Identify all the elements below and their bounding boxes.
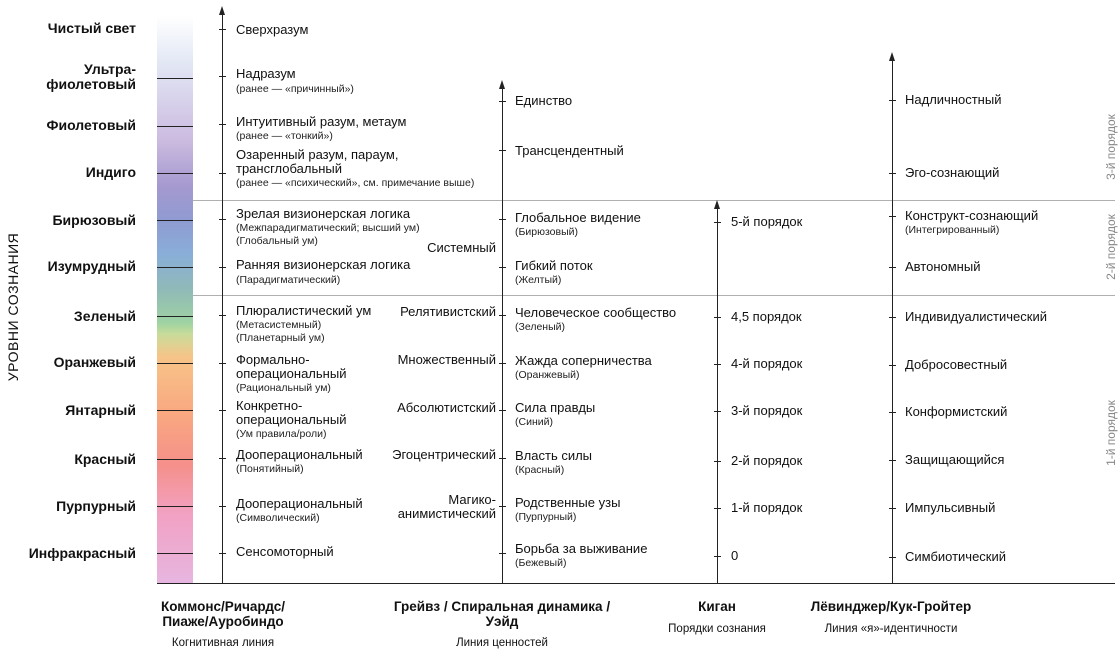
cognitive-tick xyxy=(219,410,226,411)
graves-stage: Релятивистский xyxy=(400,304,496,319)
spiral-color-note: (Желтый) xyxy=(515,274,562,286)
spiral-stage: Глобальное видение xyxy=(515,210,641,225)
level-tick xyxy=(157,459,193,460)
level-label: Инфракрасный xyxy=(28,545,136,561)
level-tick xyxy=(157,126,193,127)
level-tick xyxy=(157,78,193,79)
loevinger-stage-note: (Интегрированный) xyxy=(905,224,1000,236)
kegan-order: 4,5 порядок xyxy=(731,309,802,324)
tier-label: 2-й порядок xyxy=(1104,214,1118,280)
values-tick xyxy=(499,150,506,151)
loevinger-tick xyxy=(889,557,896,558)
kegan-order: 4-й порядок xyxy=(731,356,803,371)
graves-stage: Множественный xyxy=(397,352,496,367)
kegan-order: 5-й порядок xyxy=(731,214,803,229)
level-tick xyxy=(157,410,193,411)
spiral-stage: Власть силы xyxy=(515,448,593,463)
level-tick xyxy=(157,173,193,174)
level-tick xyxy=(157,363,193,364)
tier-separator xyxy=(193,200,1115,201)
kegan-axis xyxy=(717,206,718,584)
cognitive-tick xyxy=(219,29,226,30)
tier-label: 3-й порядок xyxy=(1104,114,1118,180)
values-tick xyxy=(499,267,506,268)
cognitive-tick xyxy=(219,267,226,268)
cognitive-stage: Дооперациональный xyxy=(236,496,363,511)
spiral-color-note: (Пурпурный) xyxy=(515,511,577,523)
cognitive-stage-note: (Символический) xyxy=(236,512,320,524)
level-label: Индиго xyxy=(85,164,136,180)
column-subtitle-loevinger: Линия «я»-идентичности xyxy=(824,623,958,635)
column-subtitle-cognitive: Когнитивная линия xyxy=(171,637,275,649)
cognitive-tick xyxy=(219,173,226,174)
level-label: Бирюзовый xyxy=(52,212,136,228)
column-title-values: Грейвз / Спиральная динамика / Уэйд xyxy=(393,599,611,629)
cognitive-stage-note: (Рациональный ум) xyxy=(236,382,331,394)
loevinger-stage: Индивидуалистический xyxy=(905,309,1047,324)
loevinger-tick xyxy=(889,216,896,217)
spiral-stage: Гибкий поток xyxy=(515,258,593,273)
kegan-tick xyxy=(714,556,721,557)
spiral-stage: Человеческое сообщество xyxy=(515,305,677,320)
spiral-stage: Родственные узы xyxy=(515,495,621,510)
kegan-order: 0 xyxy=(731,548,739,563)
spiral-stage: Борьба за выживание xyxy=(515,541,648,556)
cognitive-tick xyxy=(219,76,226,77)
values-arrow-icon xyxy=(499,80,505,89)
loevinger-tick xyxy=(889,508,896,509)
cognitive-stage: Плюралистический ум xyxy=(236,303,372,318)
cognitive-stage: Зрелая визионерская логика xyxy=(236,206,411,221)
spiral-color-note: (Синий) xyxy=(515,416,553,428)
level-tick xyxy=(157,316,193,317)
level-label: Чистый свет xyxy=(47,20,136,36)
cognitive-tick xyxy=(219,315,226,316)
cognitive-stage-note: (Метасистемный) (Планетарный ум) xyxy=(236,319,325,344)
spiral-stage: Жажда соперничества xyxy=(515,353,652,368)
spiral-stage: Трансцендентный xyxy=(515,143,624,158)
column-title-loevinger: Лёвинджер/Кук-Гройтер xyxy=(810,599,972,614)
loevinger-stage: Эго-сознающий xyxy=(905,165,1000,180)
cognitive-tick xyxy=(219,363,226,364)
values-tick xyxy=(499,219,506,220)
cognitive-tick xyxy=(219,219,226,220)
kegan-tick xyxy=(714,411,721,412)
cognitive-stage-note: (Межпарадигматический; высший ум) (Глобальный ум) xyxy=(236,222,420,247)
spiral-color-note: (Оранжевый) xyxy=(515,369,580,381)
cognitive-stage: Сенсомоторный xyxy=(236,544,334,559)
graves-stage: Эгоцентрический xyxy=(392,447,496,462)
graves-stage: Абсолютистский xyxy=(397,400,496,415)
loevinger-stage: Импульсивный xyxy=(905,500,996,515)
cognitive-tick xyxy=(219,553,226,554)
column-subtitle-values: Линия ценностей xyxy=(456,637,548,649)
kegan-tick xyxy=(714,364,721,365)
level-label: Янтарный xyxy=(65,402,136,418)
loevinger-stage: Конформистский xyxy=(905,404,1008,419)
baseline xyxy=(157,583,1115,584)
cognitive-tick xyxy=(219,124,226,125)
cognitive-stage-note: (Понятийный) xyxy=(236,463,304,475)
level-tick xyxy=(157,506,193,507)
column-subtitle-kegan: Порядки сознания xyxy=(668,623,766,635)
cognitive-stage-note: (Ум правила/роли) xyxy=(236,428,327,440)
cognitive-tick xyxy=(219,458,226,459)
kegan-order: 2-й порядок xyxy=(731,453,803,468)
loevinger-tick xyxy=(889,317,896,318)
loevinger-stage: Автономный xyxy=(905,259,981,274)
cognitive-stage: Сверхразум xyxy=(236,22,309,37)
spiral-color-note: (Красный) xyxy=(515,464,565,476)
spiral-stage: Единство xyxy=(515,93,573,108)
graves-stage: Системный xyxy=(427,240,496,255)
cognitive-stage-note: (ранее — «причинный») xyxy=(236,83,354,95)
cognitive-stage-note: (ранее — «психический», см. примечание выше) xyxy=(236,177,475,189)
loevinger-stage: Симбиотический xyxy=(905,549,1007,564)
column-title-kegan: Киган xyxy=(698,599,736,614)
loevinger-tick xyxy=(889,365,896,366)
cognitive-axis xyxy=(222,12,223,584)
spiral-color-note: (Зеленый) xyxy=(515,321,566,333)
column-title-cognitive: Коммонс/Ричардс/ Пиаже/Ауробиндо xyxy=(161,599,285,629)
cognitive-stage: Дооперациональный xyxy=(236,447,363,462)
level-label: Оранжевый xyxy=(53,354,136,370)
kegan-tick xyxy=(714,508,721,509)
loevinger-tick xyxy=(889,460,896,461)
cognitive-arrow-icon xyxy=(219,6,225,15)
kegan-tick xyxy=(714,461,721,462)
level-label: Фиолетовый xyxy=(46,117,136,133)
loevinger-stage: Защищающийся xyxy=(905,452,1005,467)
cognitive-stage: Надразум xyxy=(236,66,296,81)
values-tick xyxy=(499,410,506,411)
tier-separator xyxy=(193,295,1115,296)
kegan-order: 3-й порядок xyxy=(731,403,803,418)
cognitive-stage-note: (Парадигматический) xyxy=(236,274,341,286)
level-tick xyxy=(157,553,193,554)
values-tick xyxy=(499,506,506,507)
cognitive-stage: Ранняя визионерская логика xyxy=(236,257,411,272)
values-tick xyxy=(499,458,506,459)
loevinger-tick xyxy=(889,100,896,101)
level-label: Пурпурный xyxy=(56,498,136,514)
level-label: Изумрудный xyxy=(47,258,136,274)
loevinger-stage: Надличностный xyxy=(905,92,1002,107)
kegan-arrow-icon xyxy=(714,200,720,209)
level-label: Зеленый xyxy=(73,308,136,324)
cognitive-stage: Формально- операциональный xyxy=(236,352,347,381)
values-tick xyxy=(499,315,506,316)
level-tick xyxy=(157,267,193,268)
level-label: Красный xyxy=(74,451,136,467)
loevinger-stage: Конструкт-сознающий xyxy=(905,208,1039,223)
cognitive-stage: Озаренный разум, параум, трансглобальный xyxy=(236,147,399,176)
level-label: Ультра- фиолетовый xyxy=(46,61,136,92)
values-tick xyxy=(499,363,506,364)
loevinger-tick xyxy=(889,267,896,268)
values-axis xyxy=(502,86,503,584)
color-spectrum-bar xyxy=(157,16,193,584)
axis-title: УРОВНИ СОЗНАНИЯ xyxy=(5,232,21,382)
values-tick xyxy=(499,553,506,554)
cognitive-stage: Конкретно- операциональный xyxy=(236,398,347,427)
spiral-color-note: (Бежевый) xyxy=(515,557,567,569)
loevinger-axis xyxy=(892,58,893,584)
loevinger-tick xyxy=(889,412,896,413)
kegan-tick xyxy=(714,222,721,223)
graves-stage: Магико- анимистический xyxy=(397,492,496,521)
kegan-order: 1-й порядок xyxy=(731,500,803,515)
loevinger-arrow-icon xyxy=(889,52,895,61)
loevinger-tick xyxy=(889,173,896,174)
cognitive-stage: Интуитивный разум, метаум xyxy=(236,114,407,129)
cognitive-stage-note: (ранее — «тонкий») xyxy=(236,130,333,142)
level-tick xyxy=(157,220,193,221)
spiral-color-note: (Бирюзовый) xyxy=(515,226,578,238)
cognitive-tick xyxy=(219,506,226,507)
tier-label: 1-й порядок xyxy=(1104,400,1118,466)
values-tick xyxy=(499,101,506,102)
loevinger-stage: Добросовестный xyxy=(905,357,1008,372)
kegan-tick xyxy=(714,317,721,318)
spiral-stage: Сила правды xyxy=(515,400,596,415)
